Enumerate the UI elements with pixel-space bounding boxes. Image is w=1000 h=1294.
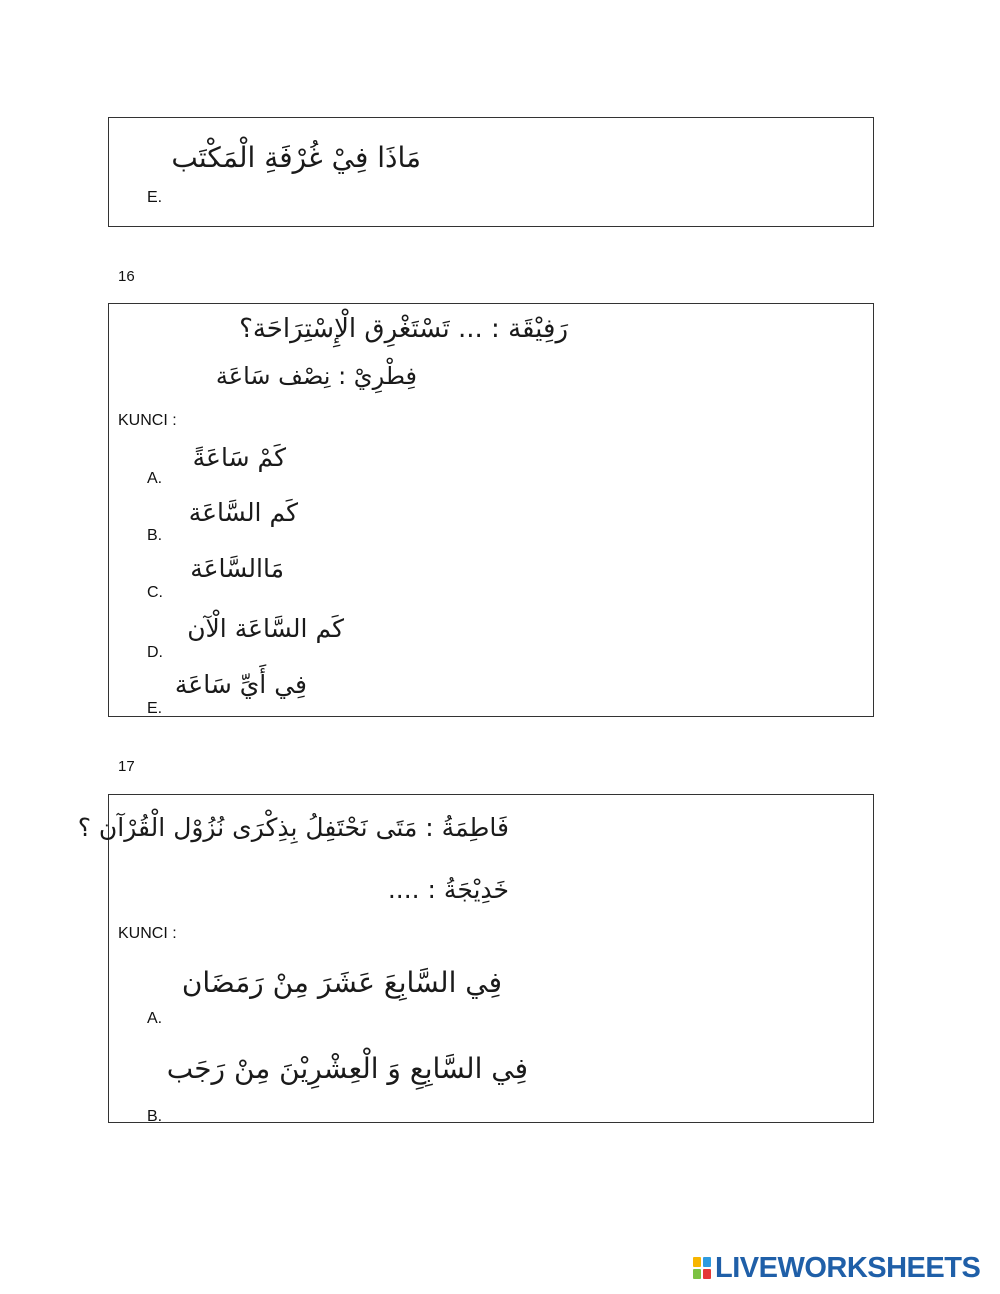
- liveworksheets-logo: [693, 1252, 980, 1284]
- question-16-number: 16: [118, 268, 135, 285]
- q17-kunci-label: KUNCI :: [118, 925, 177, 942]
- question-16-box: [108, 303, 874, 717]
- q16-dialog-line-1: رَفِيْقَة : ... تَسْتَغْرِق الْإِسْتِرَاحَة؟: [239, 314, 568, 344]
- q16-option-b-label[interactable]: B.: [147, 527, 163, 544]
- q16-dialog-line-2: فِطْرِيْ : نِصْف سَاعَة: [215, 362, 417, 390]
- q15-option-e-label: E.: [147, 189, 163, 206]
- q16-option-c-text[interactable]: مَاالسَّاعَة: [190, 554, 284, 583]
- q16-kunci-label: KUNCI :: [118, 412, 177, 429]
- q17-dialog-line-2: خَدِيْجَةُ : ....: [387, 875, 509, 904]
- question-17-box: [77, 794, 874, 1125]
- q16-option-a-label[interactable]: A.: [147, 470, 163, 487]
- q16-option-b-text[interactable]: كَم السَّاعَة: [188, 498, 298, 527]
- q15-option-e-text: مَاذَا فِيْ غُرْفَةِ الْمَكْتَب: [171, 141, 421, 174]
- q17-option-a-text[interactable]: فِي السَّابِعَ عَشَرَ مِنْ رَمَضَان: [181, 966, 502, 999]
- q16-option-c-label[interactable]: C.: [147, 584, 163, 601]
- liveworksheets-mark-icon: [693, 1257, 711, 1279]
- q16-option-d-text[interactable]: كَم السَّاعَة الْآن: [187, 614, 344, 643]
- question-17-number: 17: [118, 758, 135, 775]
- q17-option-a-label[interactable]: A.: [147, 1010, 163, 1027]
- q16-option-e-text[interactable]: فِي أَيِّ سَاعَة: [174, 670, 307, 699]
- q17-dialog-line-1: فَاطِمَةُ : مَتَى نَحْتَفِلُ بِذِكْرَى نُزُوْل الْقُرْآن ؟: [77, 813, 509, 842]
- q17-option-b-label[interactable]: B.: [147, 1108, 163, 1125]
- q16-option-d-label[interactable]: D.: [147, 644, 163, 661]
- liveworksheets-brand: LIVEWORKSHEETS: [715, 1251, 981, 1284]
- q16-option-a-text[interactable]: كَمْ سَاعَةً: [192, 443, 286, 472]
- q16-option-e-label[interactable]: E.: [147, 700, 163, 717]
- q17-option-b-text[interactable]: فِي السَّابِعِ وَ الْعِشْرِيْنَ مِنْ رَجَب: [166, 1052, 528, 1085]
- question-15-box: [108, 117, 874, 227]
